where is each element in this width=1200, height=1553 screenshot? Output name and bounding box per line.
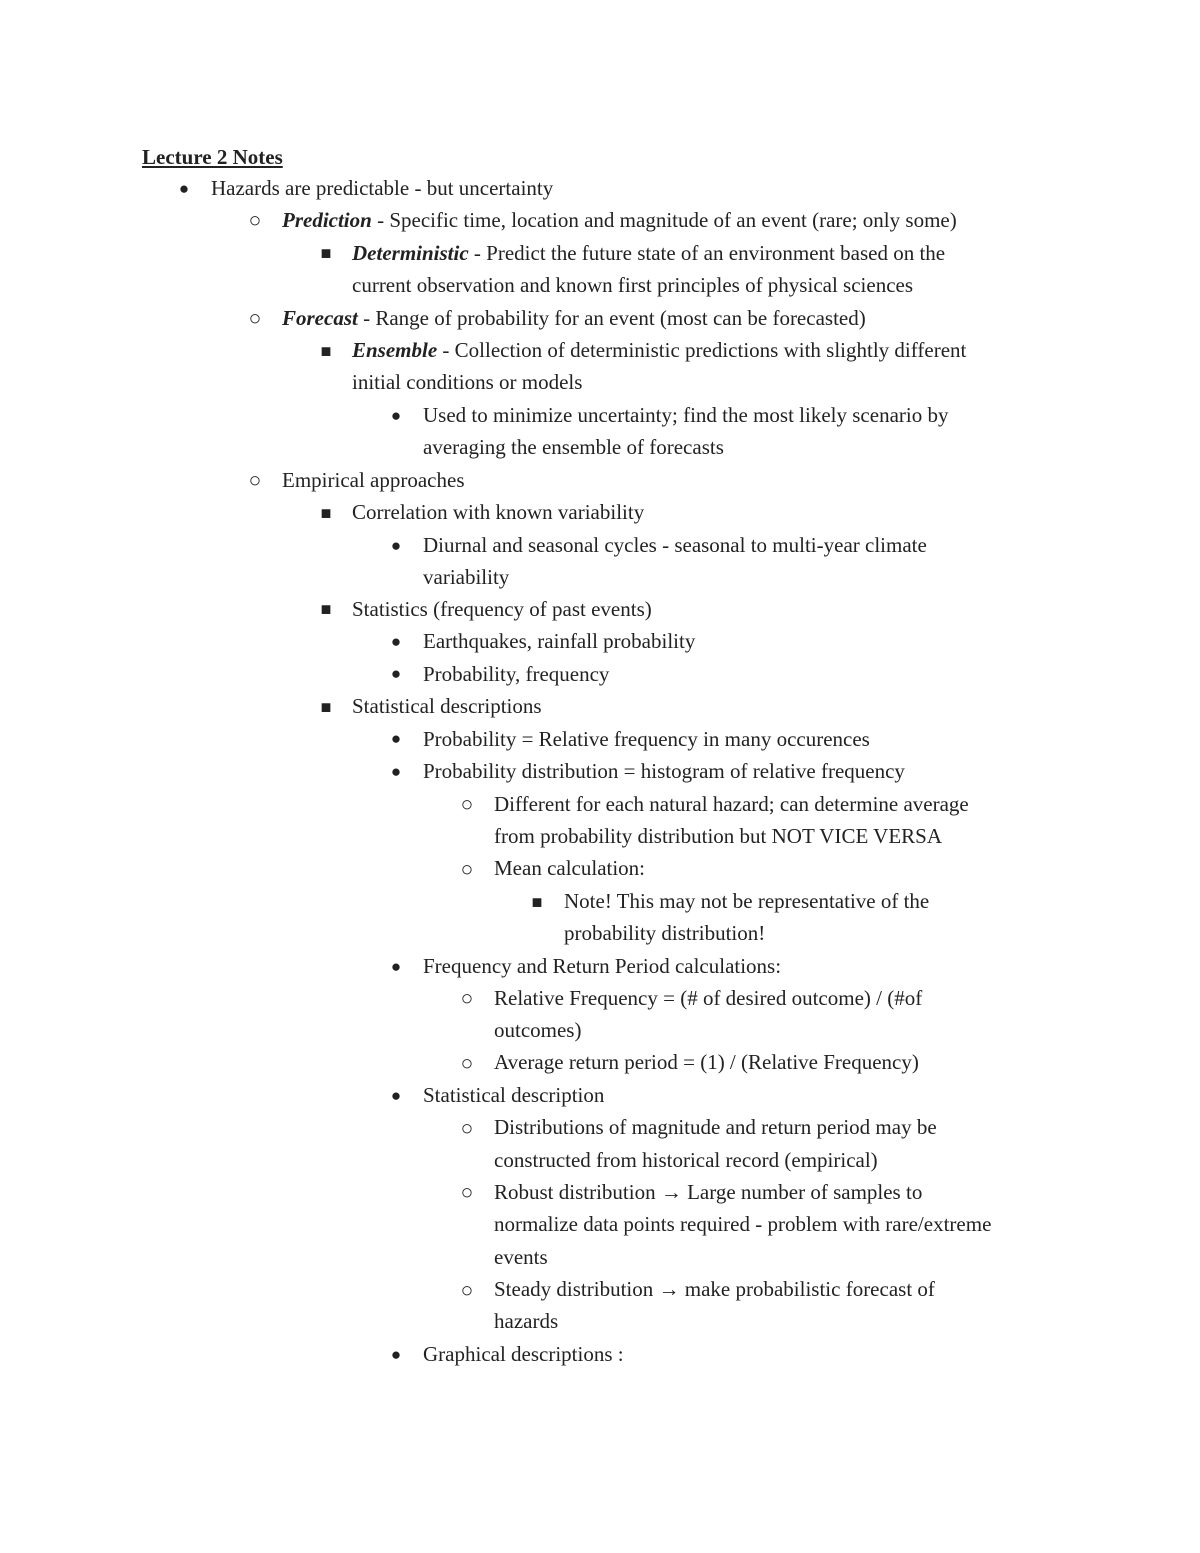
- list-item: Prediction - Specific time, location and magnitude of an event (rare; only some): [282, 208, 957, 232]
- bullet-square-icon: ■: [320, 599, 332, 619]
- list-item: Different for each natural hazard; can determine average: [494, 792, 969, 816]
- bullet-circle-icon: ○: [460, 1278, 474, 1302]
- bullet-disc-icon: ●: [178, 179, 190, 198]
- list-item: Deterministic - Predict the future state of an environment based on the: [352, 241, 946, 265]
- list-item: Probability = Relative frequency in many occurences: [423, 727, 870, 751]
- bullet-circle-icon: ○: [460, 792, 474, 816]
- bullet-circle-icon: ○: [460, 857, 474, 881]
- list-item: Forecast - Range of probability for an event (most can be forecasted): [282, 306, 866, 330]
- list-item: Average return period = (1) / (Relative Frequency): [494, 1050, 919, 1074]
- list-item-continuation: events: [494, 1245, 548, 1269]
- list-item-continuation: from probability distribution but NOT VICE VERSA: [494, 824, 943, 848]
- list-item: Ensemble - Collection of deterministic predictions with slightly different: [352, 338, 967, 362]
- list-item: Distributions of magnitude and return period may be: [494, 1115, 937, 1139]
- bullet-disc-icon: ●: [390, 664, 402, 683]
- bullet-circle-icon: ○: [248, 468, 262, 492]
- list-item: Statistical descriptions: [352, 694, 542, 718]
- list-item-continuation: outcomes): [494, 1018, 582, 1042]
- bullet-disc-icon: ●: [390, 762, 402, 781]
- bullet-square-icon: ■: [531, 892, 543, 912]
- bullet-circle-icon: ○: [248, 208, 262, 232]
- term-deterministic: Deterministic: [352, 241, 469, 265]
- bullet-disc-icon: ●: [390, 632, 402, 651]
- page-title: Lecture 2 Notes: [142, 145, 283, 169]
- bullet-square-icon: ■: [320, 341, 332, 361]
- bullet-circle-icon: ○: [248, 306, 262, 330]
- term-prediction: Prediction: [282, 208, 372, 232]
- list-item-continuation: normalize data points required - problem with rare/extreme: [494, 1212, 992, 1236]
- list-item: Statistical description: [423, 1083, 605, 1107]
- bullet-disc-icon: ●: [390, 957, 402, 976]
- bullet-circle-icon: ○: [460, 1051, 474, 1075]
- list-item: Empirical approaches: [282, 468, 465, 492]
- bullet-disc-icon: ●: [390, 1086, 402, 1105]
- bullet-circle-icon: ○: [460, 986, 474, 1010]
- list-item: Hazards are predictable - but uncertainty: [211, 176, 554, 200]
- list-item-continuation: averaging the ensemble of forecasts: [423, 435, 724, 459]
- bullet-square-icon: ■: [320, 503, 332, 523]
- list-item-continuation: initial conditions or models: [352, 370, 583, 394]
- bullet-disc-icon: ●: [390, 406, 402, 425]
- list-item-continuation: probability distribution!: [564, 921, 766, 945]
- list-item: Steady distribution → make probabilistic forecast of: [494, 1277, 935, 1301]
- term-forecast: Forecast: [282, 306, 358, 330]
- list-item-continuation: constructed from historical record (empirical): [494, 1148, 878, 1172]
- list-item: Robust distribution → Large number of samples to: [494, 1180, 923, 1204]
- bullet-disc-icon: ●: [390, 729, 402, 748]
- list-item: Probability, frequency: [423, 662, 610, 686]
- list-item-continuation: current observation and known first principles of physical sciences: [352, 273, 914, 297]
- bullet-circle-icon: ○: [460, 1116, 474, 1140]
- list-item: Note! This may not be representative of the: [564, 889, 930, 913]
- bullet-disc-icon: ●: [390, 536, 402, 555]
- bullet-disc-icon: ●: [390, 1345, 402, 1364]
- list-item: Earthquakes, rainfall probability: [423, 629, 696, 653]
- list-item: Frequency and Return Period calculations:: [423, 954, 782, 978]
- list-item: Statistics (frequency of past events): [352, 597, 652, 621]
- term-ensemble: Ensemble: [352, 338, 438, 362]
- list-item: Mean calculation:: [494, 856, 646, 880]
- list-item: Probability distribution = histogram of relative frequency: [423, 759, 905, 783]
- list-item: Correlation with known variability: [352, 500, 645, 524]
- list-item: Diurnal and seasonal cycles - seasonal to multi-year climate: [423, 533, 927, 557]
- list-item-continuation: variability: [423, 565, 510, 589]
- list-item: Relative Frequency = (# of desired outcome) / (#of: [494, 986, 923, 1010]
- list-item: Graphical descriptions :: [423, 1342, 624, 1366]
- bullet-square-icon: ■: [320, 697, 332, 717]
- bullet-circle-icon: ○: [460, 1180, 474, 1204]
- list-item-continuation: hazards: [494, 1309, 559, 1333]
- list-item: Used to minimize uncertainty; find the most likely scenario by: [423, 403, 949, 427]
- bullet-square-icon: ■: [320, 243, 332, 263]
